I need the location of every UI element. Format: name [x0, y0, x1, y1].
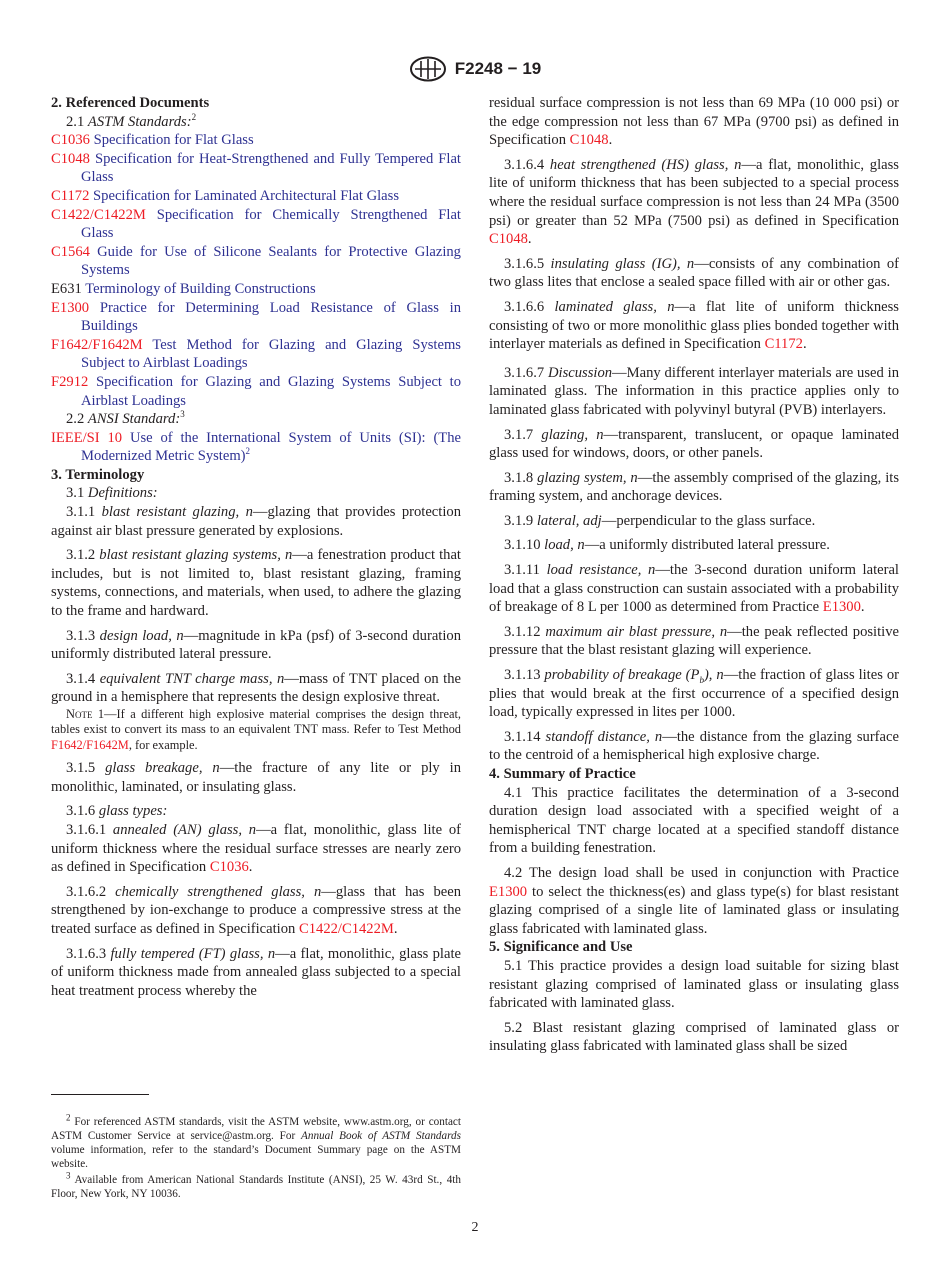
reference-code-link[interactable]: C1172	[51, 187, 90, 204]
section-3-heading: 3. Terminology	[51, 466, 145, 483]
definition-paragraph: 3.1.6.2 chemically strengthened glass, n—glass that has been strengthened by ion-exchange to produce a compressive stress at the treated surface as defined in Specification C1422/C1422M.	[51, 883, 461, 937]
definition-paragraph: 3.1.10 load, n—a uniformly distributed lateral pressure.	[504, 537, 830, 554]
section-5-heading: 5. Significance and Use	[489, 939, 633, 956]
definition-paragraph: 3.1.3 design load, n—magnitude in kPa (psf) of 3-second duration uniformly distributed lateral pressure.	[51, 627, 461, 663]
left-column	[51, 94, 461, 1000]
reference-item[interactable]	[51, 131, 461, 150]
definition-paragraph: 3.1.7 glazing, n—transparent, translucent, or opaque laminated glass used for windows, doors, or other panels.	[489, 426, 899, 462]
right-column	[489, 94, 899, 1056]
definition-paragraph: 3.1.6.4 heat strengthened (HS) glass, n—a flat, monolithic, glass lite of uniform thickness that has been subjected to a special process where the residual surface compression is not less than 24 MPa (3500 psi) or greater than 52 MPa (7500 psi) as defined in Specification C1048.	[489, 156, 899, 248]
section-4-heading: 4. Summary of Practice	[489, 766, 636, 782]
definition-text-continues: —a flat, monolithic, glass plate of uniform thickness made from annealed glass subjected to a special heat treatment process whereby the	[51, 945, 461, 999]
discussion-paragraph: 3.1.6.7 Discussion—Many different interlayer materials are used in laminated glass. The information in this practice applies only to laminated glass fabricated with polyvinyl butyral (PVB) interlayers.	[489, 364, 899, 418]
spec-reference-link[interactable]: C1172	[764, 336, 803, 353]
note-reference-link[interactable]: F1642/F1642M	[51, 737, 129, 752]
spec-reference-link[interactable]: C1422/C1422M	[299, 920, 394, 937]
reference-title-link[interactable]: Specification for Heat-Strengthened and Fully Tempered Flat Glass	[81, 150, 461, 186]
standard-designation: F2248 − 19	[454, 59, 542, 78]
section-2-heading: 2. Referenced Documents	[51, 95, 210, 111]
ansi-standard-label: 2.2 ANSI Standard:$^3$	[66, 409, 185, 428]
definition-paragraph: 3.1.12 maximum air blast pressure, n—the peak reflected positive pressure that the blast resistant glazing will experience.	[489, 623, 899, 659]
reference-title-link[interactable]: Guide for Use of Silicone Sealants for Protective Glazing Systems	[81, 243, 461, 279]
note-1: Note 1—If a different high explosive material comprises the design threat, tables exist to convert its mass to an equivalent TNT mass. Refer to Test Method F1642/F1642M, for example.	[51, 707, 461, 752]
reference-item[interactable]	[51, 299, 461, 336]
definition-paragraph: 3.1.6.3 fully tempered (FT) glass, n—a flat, monolithic, glass plate of uniform thickness made from annealed glass subjected to a special heat treatment process whereby the	[51, 945, 461, 999]
significance-paragraph: 5.2 Blast resistant glazing comprised of laminated glass or insulating glass fabricated with laminated glass shall be sized	[489, 1019, 899, 1055]
astm-logo-icon	[409, 56, 447, 82]
reference-code-link[interactable]: C1422/C1422M	[51, 206, 146, 223]
reference-item[interactable]	[51, 187, 461, 206]
summary-paragraph: 4.2 The design load shall be used in conjunction with Practice E1300 to select the thickness(es) and glass type(s) for blast resistant glazing comprised of a single lite of laminated glass or insulating glass fabricated with laminated glass.	[489, 864, 899, 937]
reference-item[interactable]	[51, 429, 461, 466]
reference-item[interactable]	[51, 336, 461, 373]
definition-paragraph: 3.1.13 probability of breakage $(P_b)$, n—the fraction of glass lites or plies that would break at the first occurrence of a specified design load, typically expressed in lites per 1000.	[489, 667, 899, 721]
practice-reference-link[interactable]: E1300	[822, 599, 861, 616]
spec-reference-link[interactable]: C1048	[569, 132, 609, 149]
reference-code-link[interactable]: IEEE/SI 10	[51, 429, 123, 446]
definitions-label: 3.1 Definitions:	[66, 485, 158, 502]
astm-standards-label: 2.1 ASTM Standards:$^2$	[66, 111, 197, 130]
practice-reference-link[interactable]: E1300	[489, 883, 528, 900]
reference-title-link[interactable]: Specification for Laminated Architectural Flat Glass	[93, 187, 400, 204]
reference-title-link[interactable]: Specification for Glazing and Glazing Systems Subject to Airblast Loadings	[81, 373, 462, 409]
definition-paragraph: 3.1.6.5 insulating glass (IG), n—consists of any combination of two glass lites that enclose a sealed space filled with air or other gas.	[489, 255, 899, 291]
reference-title-link[interactable]: Practice for Determining Load Resistance of Glass in Buildings	[81, 299, 461, 335]
reference-code-link[interactable]: F1642/F1642M	[51, 336, 143, 353]
footnote-divider	[51, 1094, 149, 1095]
definition-paragraph: 3.1.6.1 annealed (AN) glass, n—a flat, monolithic, glass lite of uniform thickness where the residual surface stresses are nearly zero as defined in Specification C1036.	[51, 822, 461, 876]
footnote-3: $^3$ Available from American National Standards Institute (ANSI), 25 W. 43rd St., 4th Floor, New York, NY 10036.	[51, 1170, 461, 1201]
reference-code-link[interactable]: F2912	[51, 373, 89, 390]
definition-paragraph: 3.1.2 blast resistant glazing systems, n—a fenestration product that includes, but is not limited to, blast resistant glazing, framing systems, connections, and materials, when used, to adhere the glazing to the frame and hardward.	[51, 547, 461, 620]
definition-paragraph: 3.1.5 glass breakage, n—the fracture of any lite or ply in monolithic, laminated, or insulating glass.	[51, 760, 462, 795]
page-number: 2	[471, 1220, 479, 1235]
reference-code-link[interactable]: C1036	[51, 132, 90, 149]
definition-paragraph: 3.1.8 glazing system, n—the assembly comprised of the glazing, its framing system, and anchorage devices.	[489, 469, 899, 505]
definition-paragraph: 3.1.14 standoff distance, n—the distance from the glazing surface to the centroid of a hemispherical high explosive charge.	[489, 728, 899, 764]
definition-paragraph: 3.1.9 lateral, adj—perpendicular to the glass surface.	[504, 512, 816, 529]
reference-code-link[interactable]: C1048	[51, 150, 90, 167]
significance-paragraph: 5.1 This practice provides a design load suitable for sizing blast resistant glazing comprised of laminated glass or insulating glass fabricated with laminated glass.	[489, 957, 899, 1012]
reference-code: E631	[51, 280, 82, 297]
reference-item[interactable]	[51, 373, 461, 410]
reference-item[interactable]	[51, 206, 461, 243]
spec-reference-link[interactable]: C1048	[489, 231, 528, 248]
definition-continuation: residual surface compression is not less than 69 MPa (10 000 psi) or the edge compression not less than 67 MPa (9700 psi) as defined in Specification C1048.	[489, 95, 899, 149]
page-header	[0, 56, 950, 87]
reference-item[interactable]	[51, 150, 461, 187]
definition-paragraph: 3.1.11 load resistance, n—the 3-second duration uniform lateral load that a glass construction can sustain associated with a probability of breakage of 8 L per 1000 as determined from Practice E1300.	[489, 562, 899, 616]
summary-paragraph: 4.1 This practice facilitates the determination of a 3-second duration design load associated with a specified weight of a hemispherical TNT charge located at a specified standoff distance from a building fenestration.	[489, 784, 899, 857]
definition-paragraph: 3.1.4 equivalent TNT charge mass, n—mass of TNT placed on the ground in a hemisphere that represents the design explosive threat.	[51, 670, 462, 706]
reference-title-link[interactable]: Use of the International System of Units (SI): (The Modernized Metric System)$^2$	[81, 429, 461, 465]
reference-code-link[interactable]: E1300	[51, 299, 90, 316]
definition-paragraph: 3.1.6 glass types:	[66, 803, 168, 820]
reference-title-link[interactable]: Terminology of Building Constructions	[85, 280, 316, 297]
reference-item[interactable]	[51, 280, 461, 299]
definition-paragraph: 3.1.1 blast resistant glazing, n—glazing that provides protection against air blast pressure generated by explosions.	[51, 504, 461, 539]
reference-code-link[interactable]: C1564	[51, 243, 90, 260]
spec-reference-link[interactable]: C1036	[209, 859, 249, 876]
footnote-2: $^2$ For referenced ASTM standards, visit the ASTM website, www.astm.org, or contact ASTM Customer Service at service@astm.org. For Annual Book of ASTM Standards volume information, refer to the standard’s Document Summary page on the ASTM website.	[51, 1112, 461, 1171]
definition-paragraph: 3.1.6.6 laminated glass, n—a flat lite of uniform thickness consisting of two or more monolithic glass plies bonded together with interlayer materials as defined in Specification C1172.	[489, 298, 899, 353]
reference-title-link[interactable]: Test Method for Glazing and Glazing Systems Subject to Airblast Loadings	[81, 336, 461, 372]
reference-title-link[interactable]: Specification for Flat Glass	[93, 132, 254, 149]
reference-item[interactable]	[51, 243, 461, 280]
reference-title-link[interactable]: Specification for Chemically Strengthened Flat Glass	[81, 206, 461, 242]
